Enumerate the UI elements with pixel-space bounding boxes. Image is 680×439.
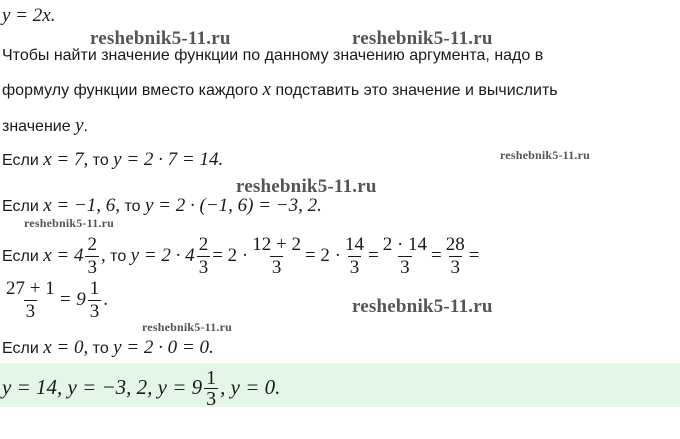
case-4-mid: то xyxy=(88,340,114,357)
watermark: reshebnik5-11.ru xyxy=(142,320,232,334)
watermark: reshebnik5-11.ru xyxy=(352,296,493,317)
fraction-numerator: 1 xyxy=(89,278,100,300)
intro-var-x: x xyxy=(262,79,272,100)
case-2-mid: то xyxy=(120,198,145,215)
case-3-fraction-6 xyxy=(4,278,57,323)
case-1-expr: y = 2 · 7 = 14. xyxy=(113,149,224,170)
watermark: reshebnik5-11.ru xyxy=(24,216,114,230)
case-3-cond-comma: , xyxy=(100,245,106,266)
intro-line-2 xyxy=(2,80,558,101)
case-3-expr-2: = 2 · xyxy=(212,245,249,266)
case-3-expr-7: = 9 xyxy=(58,289,86,310)
case-1 xyxy=(2,150,223,171)
fraction-denominator: 3 xyxy=(206,388,217,411)
case-4 xyxy=(2,338,214,359)
answer-part-a: y = 14, y = −3, 2, y = 9 xyxy=(2,375,203,399)
case-1-lead: Если xyxy=(2,152,44,169)
answer-part-b: , y = 0. xyxy=(220,375,281,399)
case-3-lead: Если xyxy=(2,248,44,265)
case-3-line-1 xyxy=(2,232,479,281)
case-1-cond: x = 7, xyxy=(43,149,89,170)
intro-text-c: значение xyxy=(2,118,76,135)
case-2 xyxy=(2,196,322,217)
fraction-numerator: 27 + 1 xyxy=(6,278,55,300)
intro-line-3 xyxy=(2,116,88,137)
case-3-fraction-7 xyxy=(88,278,102,323)
fraction-numerator: 12 + 2 xyxy=(252,234,301,256)
case-4-expr: y = 2 · 0 = 0. xyxy=(113,337,214,358)
case-3-expr-3: = 2 · xyxy=(304,245,341,266)
answer-line xyxy=(2,365,280,410)
case-3-expr-5: = xyxy=(431,245,442,266)
case-1-mid: то xyxy=(88,152,114,169)
case-2-cond: x = −1, 6, xyxy=(43,195,121,216)
intro-text-a: формулу функции вместо каждого xyxy=(2,82,263,99)
fraction-denominator: 3 xyxy=(400,257,410,279)
case-3-line-2 xyxy=(2,276,108,325)
fraction-denominator: 3 xyxy=(198,257,209,279)
top-equation: y = 2x. xyxy=(2,5,56,26)
watermark: reshebnik5-11.ru xyxy=(352,28,493,49)
case-3-expr-8: . xyxy=(103,289,109,310)
case-2-expr: y = 2 · (−1, 6) = −3, 2. xyxy=(144,195,322,216)
watermark: reshebnik5-11.ru xyxy=(90,28,231,49)
fraction-numerator: 1 xyxy=(206,367,217,390)
intro-text-b: подставить это значение и вычислить xyxy=(271,82,558,99)
fraction-denominator: 3 xyxy=(25,301,36,323)
fraction-denominator: 3 xyxy=(271,257,282,279)
case-4-cond: x = 0, xyxy=(43,337,89,358)
case-3-fraction-5 xyxy=(444,234,467,279)
intro-var-y: y xyxy=(75,115,84,136)
case-3-expr-4: = xyxy=(368,245,379,266)
fraction-numerator: 2 xyxy=(87,234,97,256)
intro-text-d: . xyxy=(83,118,88,135)
case-3-cond-fraction xyxy=(85,234,99,279)
case-3-cond: x = 4 xyxy=(43,245,84,266)
watermark: reshebnik5-11.ru xyxy=(500,148,590,162)
case-3-expr-6: = xyxy=(468,245,480,266)
fraction-denominator: 3 xyxy=(349,257,360,279)
fraction-numerator: 14 xyxy=(345,234,364,256)
case-3-mid: то xyxy=(105,248,131,265)
fraction-denominator: 3 xyxy=(450,257,461,279)
fraction-denominator: 3 xyxy=(89,301,100,323)
case-3-fraction-2 xyxy=(250,234,303,279)
case-3-fraction-3 xyxy=(343,234,366,279)
fraction-numerator: 28 xyxy=(445,234,465,256)
intro-line-1: Чтобы найти значение функции по данному значению аргумента, надо в xyxy=(2,47,544,64)
fraction-numerator: 2 · 14 xyxy=(382,234,428,256)
case-3-fraction-1 xyxy=(197,234,211,279)
fraction-denominator: 3 xyxy=(87,257,97,279)
case-3-expr-1: y = 2 · 4 xyxy=(130,245,195,266)
answer-fraction xyxy=(204,368,218,409)
fraction-numerator: 2 xyxy=(198,234,209,256)
case-4-lead: Если xyxy=(2,340,44,357)
case-2-lead: Если xyxy=(2,198,44,215)
watermark: reshebnik5-11.ru xyxy=(236,176,377,197)
case-3-fraction-4 xyxy=(381,234,429,279)
